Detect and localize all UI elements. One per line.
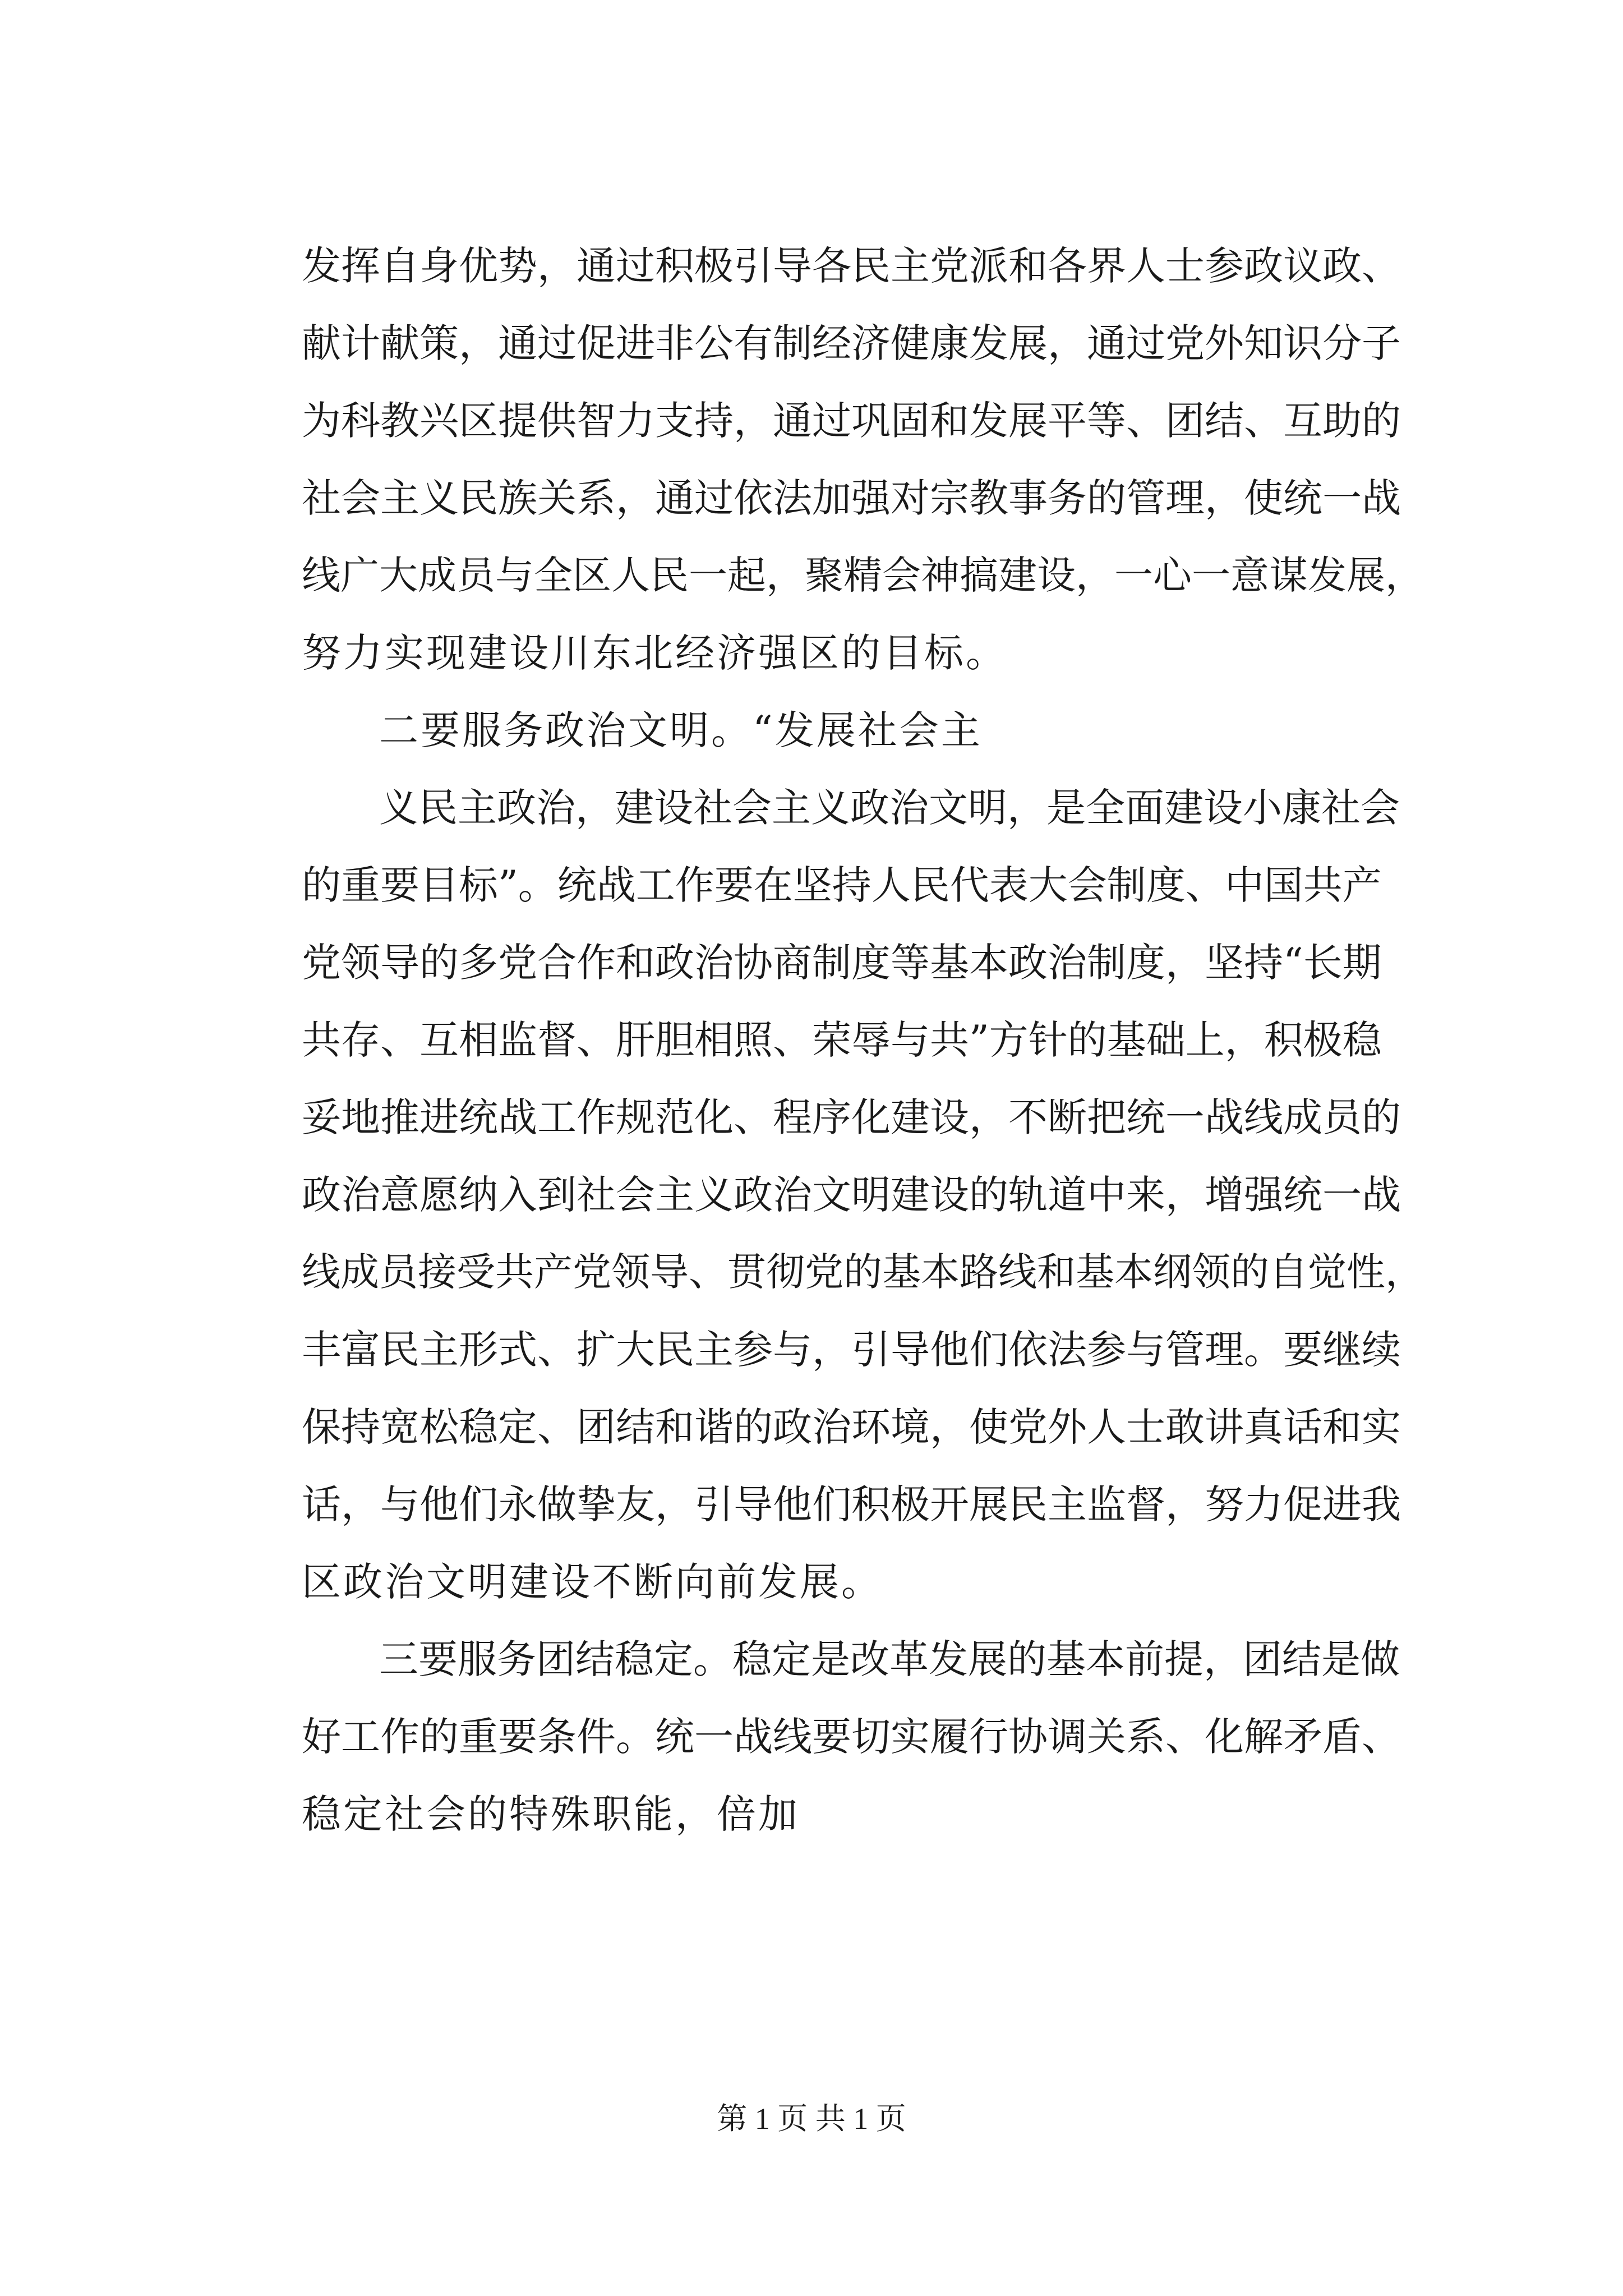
text-line: 二要服务政治文明。“发展社会主 [379, 707, 983, 753]
text-line: 的重要目标”。统战工作要在坚持人民代表大会制度、中国共产 [302, 862, 1382, 908]
text-line: 妥地推进统战工作规范化、程序化建设，不断把统一战线成员的 [302, 1094, 1401, 1140]
text-line: 区政治文明建设不断向前发展。 [302, 1559, 883, 1605]
text-line: 党领导的多党合作和政治协商制度等基本政治制度，坚持“长期 [302, 940, 1382, 986]
text-line: 献计献策，通过促进非公有制经济健康发展，通过党外知识分子 [302, 320, 1401, 366]
text-line: 线成员接受共产党领导、贯彻党的基本路线和基本纲领的自觉性， [302, 1250, 1424, 1295]
text-line: 社会主义民族关系，通过依法加强对宗教事务的管理，使统一战 [302, 475, 1401, 521]
text-line: 稳定社会的特殊职能，倍加 [302, 1791, 800, 1837]
document-body [302, 227, 1429, 1853]
text-line: 丰富民主形式、扩大民主参与，引导他们依法参与管理。要继续 [302, 1327, 1401, 1373]
text-line: 努力实现建设川东北经济强区的目标。 [302, 630, 1007, 676]
text-line: 政治意愿纳入到社会主义政治文明建设的轨道中来，增强统一战 [302, 1172, 1401, 1218]
text-line: 好工作的重要条件。统一战线要切实履行协调关系、化解矛盾、 [302, 1714, 1401, 1760]
text-line: 线广大成员与全区人民一起，聚精会神搞建设，一心一意谋发展， [302, 553, 1424, 598]
text-line: 三要服务团结稳定。稳定是改革发展的基本前提，团结是做 [379, 1636, 1400, 1682]
text-line: 话，与他们永做挚友，引导他们积极开展民主监督，努力促进我 [302, 1481, 1401, 1527]
text-line: 义民主政治，建设社会主义政治文明，是全面建设小康社会 [379, 785, 1400, 831]
page-number-footer: 第 1 页 共 1 页 [717, 2102, 906, 2136]
text-line: 共存、互相监督、肝胆相照、荣辱与共”方针的基础上，积极稳 [302, 1017, 1382, 1063]
text-line: 发挥自身优势，通过积极引导各民主党派和各界人士参政议政、 [302, 243, 1401, 289]
text-line: 保持宽松稳定、团结和谐的政治环境，使党外人士敢讲真话和实 [302, 1404, 1401, 1450]
text-line: 为科教兴区提供智力支持，通过巩固和发展平等、团结、互助的 [302, 398, 1401, 444]
